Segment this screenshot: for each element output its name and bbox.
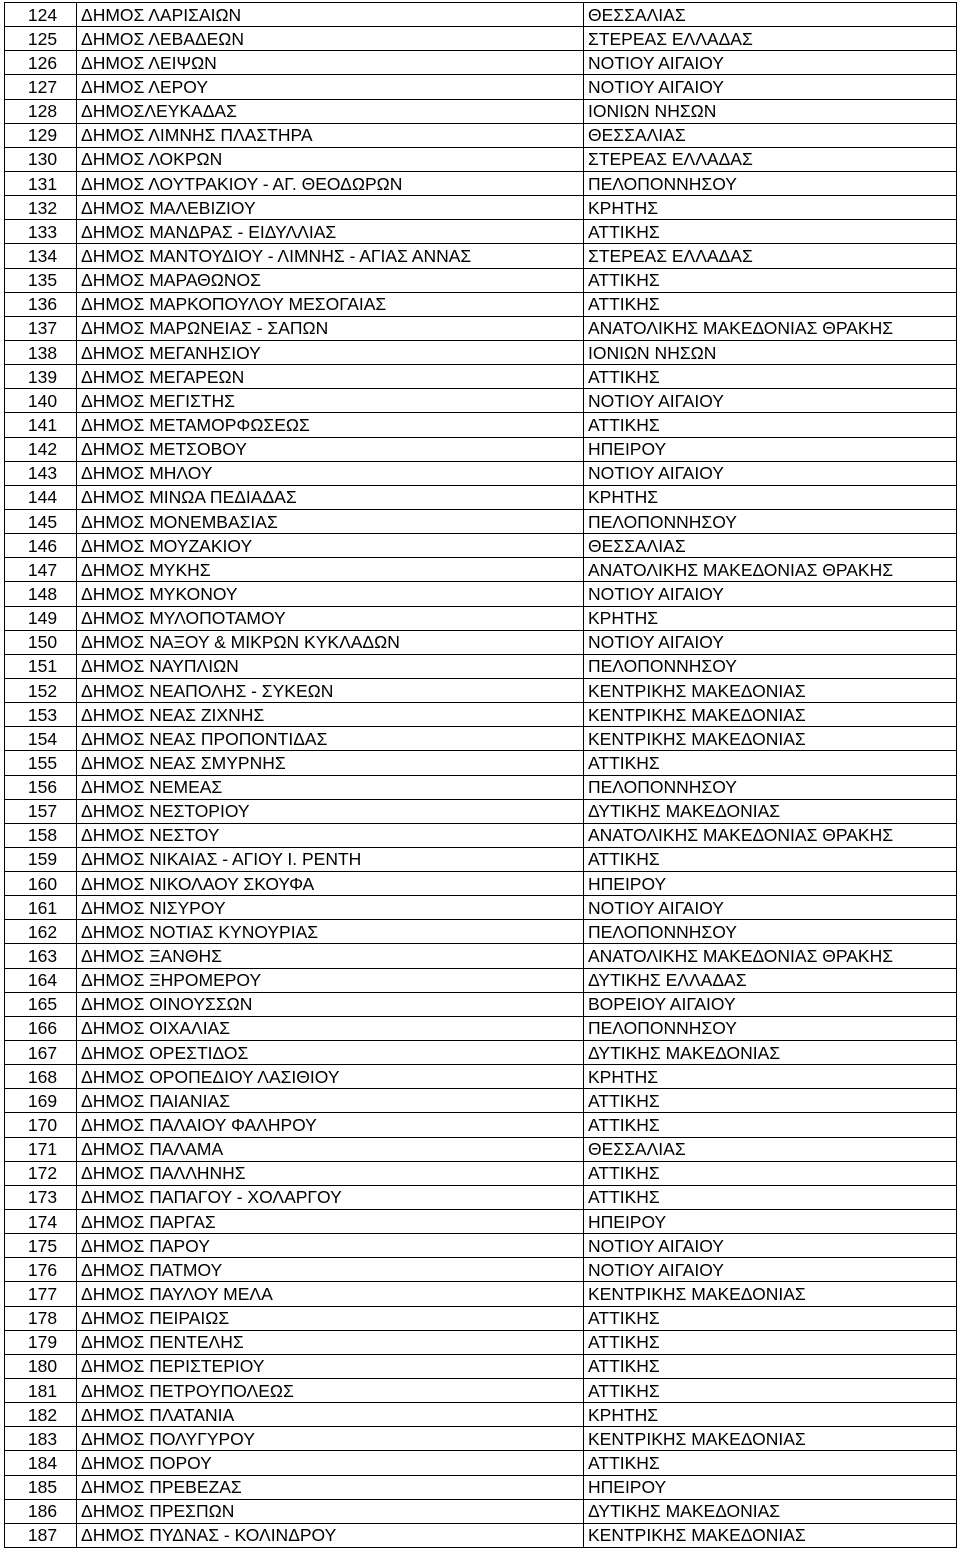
row-number-cell: 143 bbox=[5, 461, 77, 485]
region-name-cell: ΑΤΤΙΚΗΣ bbox=[584, 1161, 957, 1185]
municipality-name-cell: ΔΗΜΟΣ ΛΑΡΙΣΑΙΩΝ bbox=[77, 3, 584, 27]
table-row bbox=[5, 1065, 957, 1089]
table-row bbox=[5, 1403, 957, 1427]
row-number-cell: 173 bbox=[5, 1185, 77, 1209]
region-name-cell: ΝΟΤΙΟΥ ΑΙΓΑΙΟΥ bbox=[584, 896, 957, 920]
municipality-name-cell: ΔΗΜΟΣ ΠΕΡΙΣΤΕΡΙΟΥ bbox=[77, 1354, 584, 1378]
table-row bbox=[5, 437, 957, 461]
row-number-cell: 132 bbox=[5, 196, 77, 220]
row-number-cell: 152 bbox=[5, 678, 77, 702]
row-number-cell: 135 bbox=[5, 268, 77, 292]
row-number-cell: 131 bbox=[5, 171, 77, 195]
table-row bbox=[5, 1161, 957, 1185]
table-row bbox=[5, 1451, 957, 1475]
row-number-cell: 124 bbox=[5, 3, 77, 27]
municipality-name-cell: ΔΗΜΟΣ ΜΑΛΕΒΙΖΙΟΥ bbox=[77, 196, 584, 220]
table-row bbox=[5, 51, 957, 75]
region-name-cell: ΣΤΕΡΕΑΣ ΕΛΛΑΔΑΣ bbox=[584, 147, 957, 171]
region-name-cell: ΠΕΛΟΠΟΝΝΗΣΟΥ bbox=[584, 920, 957, 944]
municipality-name-cell: ΔΗΜΟΣ ΠΟΛΥΓΥΡΟΥ bbox=[77, 1427, 584, 1451]
table-row bbox=[5, 1427, 957, 1451]
table-row bbox=[5, 413, 957, 437]
table-row bbox=[5, 1282, 957, 1306]
region-name-cell: ΑΤΤΙΚΗΣ bbox=[584, 847, 957, 871]
row-number-cell: 148 bbox=[5, 582, 77, 606]
region-name-cell: ΑΤΤΙΚΗΣ bbox=[584, 1330, 957, 1354]
municipality-name-cell: ΔΗΜΟΣ ΝΕΑΣ ΠΡΟΠΟΝΤΙΔΑΣ bbox=[77, 727, 584, 751]
municipality-name-cell: ΔΗΜΟΣ ΠΑΡΓΑΣ bbox=[77, 1210, 584, 1234]
region-name-cell: ΔΥΤΙΚΗΣ ΜΑΚΕΔΟΝΙΑΣ bbox=[584, 799, 957, 823]
row-number-cell: 150 bbox=[5, 630, 77, 654]
table-row bbox=[5, 75, 957, 99]
region-name-cell: ΑΝΑΤΟΛΙΚΗΣ ΜΑΚΕΔΟΝΙΑΣ ΘΡΑΚΗΣ bbox=[584, 316, 957, 340]
table-row bbox=[5, 99, 957, 123]
municipality-name-cell: ΔΗΜΟΣ ΝΕΣΤΟΥ bbox=[77, 823, 584, 847]
region-name-cell: ΑΤΤΙΚΗΣ bbox=[584, 365, 957, 389]
table-row bbox=[5, 1089, 957, 1113]
municipality-name-cell: ΔΗΜΟΣ ΠΑΠΑΓΟΥ - ΧΟΛΑΡΓΟΥ bbox=[77, 1185, 584, 1209]
region-name-cell: ΑΝΑΤΟΛΙΚΗΣ ΜΑΚΕΔΟΝΙΑΣ ΘΡΑΚΗΣ bbox=[584, 823, 957, 847]
region-name-cell: ΝΟΤΙΟΥ ΑΙΓΑΙΟΥ bbox=[584, 582, 957, 606]
table-row bbox=[5, 1306, 957, 1330]
municipality-name-cell: ΔΗΜΟΣ ΜΕΓΑΡΕΩΝ bbox=[77, 365, 584, 389]
region-name-cell: ΚΡΗΤΗΣ bbox=[584, 196, 957, 220]
municipality-name-cell: ΔΗΜΟΣ ΠΟΡΟΥ bbox=[77, 1451, 584, 1475]
region-name-cell: ΚΡΗΤΗΣ bbox=[584, 485, 957, 509]
municipality-name-cell: ΔΗΜΟΣ ΛΕΙΨΩΝ bbox=[77, 51, 584, 75]
row-number-cell: 153 bbox=[5, 703, 77, 727]
table-row bbox=[5, 872, 957, 896]
region-name-cell: ΑΤΤΙΚΗΣ bbox=[584, 292, 957, 316]
row-number-cell: 144 bbox=[5, 485, 77, 509]
municipality-name-cell: ΔΗΜΟΣ ΞΑΝΘΗΣ bbox=[77, 944, 584, 968]
region-name-cell: ΑΤΤΙΚΗΣ bbox=[584, 1354, 957, 1378]
region-name-cell: ΑΤΤΙΚΗΣ bbox=[584, 1113, 957, 1137]
region-name-cell: ΗΠΕΙΡΟΥ bbox=[584, 1475, 957, 1499]
region-name-cell: ΝΟΤΙΟΥ ΑΙΓΑΙΟΥ bbox=[584, 389, 957, 413]
region-name-cell: ΝΟΤΙΟΥ ΑΙΓΑΙΟΥ bbox=[584, 630, 957, 654]
region-name-cell: ΑΤΤΙΚΗΣ bbox=[584, 1451, 957, 1475]
region-name-cell: ΠΕΛΟΠΟΝΝΗΣΟΥ bbox=[584, 1016, 957, 1040]
table-row bbox=[5, 509, 957, 533]
row-number-cell: 175 bbox=[5, 1234, 77, 1258]
table-row bbox=[5, 1330, 957, 1354]
region-name-cell: ΝΟΤΙΟΥ ΑΙΓΑΙΟΥ bbox=[584, 461, 957, 485]
row-number-cell: 165 bbox=[5, 992, 77, 1016]
municipality-name-cell: ΔΗΜΟΣ ΜΗΛΟΥ bbox=[77, 461, 584, 485]
row-number-cell: 161 bbox=[5, 896, 77, 920]
region-name-cell: ΗΠΕΙΡΟΥ bbox=[584, 872, 957, 896]
table-row bbox=[5, 968, 957, 992]
table-row bbox=[5, 799, 957, 823]
row-number-cell: 183 bbox=[5, 1427, 77, 1451]
table-row bbox=[5, 847, 957, 871]
region-name-cell: ΚΡΗΤΗΣ bbox=[584, 606, 957, 630]
municipality-name-cell: ΔΗΜΟΣ ΛΙΜΝΗΣ ΠΛΑΣΤΗΡΑ bbox=[77, 123, 584, 147]
municipality-name-cell: ΔΗΜΟΣ ΝΙΚΟΛΑΟΥ ΣΚΟΥΦΑ bbox=[77, 872, 584, 896]
region-name-cell: ΚΕΝΤΡΙΚΗΣ ΜΑΚΕΔΟΝΙΑΣ bbox=[584, 678, 957, 702]
region-name-cell: ΚΡΗΤΗΣ bbox=[584, 1065, 957, 1089]
row-number-cell: 168 bbox=[5, 1065, 77, 1089]
municipality-name-cell: ΔΗΜΟΣ ΝΙΚΑΙΑΣ - ΑΓΙΟΥ Ι. ΡΕΝΤΗ bbox=[77, 847, 584, 871]
municipality-name-cell: ΔΗΜΟΣ ΝΕΑΣ ΖΙΧΝΗΣ bbox=[77, 703, 584, 727]
row-number-cell: 141 bbox=[5, 413, 77, 437]
region-name-cell: ΚΡΗΤΗΣ bbox=[584, 1403, 957, 1427]
municipality-name-cell: ΔΗΜΟΣ ΠΑΛΑΜΑ bbox=[77, 1137, 584, 1161]
municipality-name-cell: ΔΗΜΟΣ ΠΕΙΡΑΙΩΣ bbox=[77, 1306, 584, 1330]
municipality-name-cell: ΔΗΜΟΣ ΠΡΕΣΠΩΝ bbox=[77, 1499, 584, 1523]
table-row bbox=[5, 582, 957, 606]
row-number-cell: 186 bbox=[5, 1499, 77, 1523]
region-name-cell: ΚΕΝΤΡΙΚΗΣ ΜΑΚΕΔΟΝΙΑΣ bbox=[584, 1523, 957, 1547]
row-number-cell: 169 bbox=[5, 1089, 77, 1113]
region-name-cell: ΝΟΤΙΟΥ ΑΙΓΑΙΟΥ bbox=[584, 1258, 957, 1282]
table-row bbox=[5, 485, 957, 509]
municipality-name-cell: ΔΗΜΟΣ ΟΙΝΟΥΣΣΩΝ bbox=[77, 992, 584, 1016]
table-row bbox=[5, 244, 957, 268]
region-name-cell: ΑΤΤΙΚΗΣ bbox=[584, 220, 957, 244]
table-row bbox=[5, 3, 957, 27]
row-number-cell: 187 bbox=[5, 1523, 77, 1547]
table-row bbox=[5, 123, 957, 147]
row-number-cell: 185 bbox=[5, 1475, 77, 1499]
table-row bbox=[5, 1258, 957, 1282]
table-row bbox=[5, 196, 957, 220]
region-name-cell: ΑΝΑΤΟΛΙΚΗΣ ΜΑΚΕΔΟΝΙΑΣ ΘΡΑΚΗΣ bbox=[584, 944, 957, 968]
row-number-cell: 166 bbox=[5, 1016, 77, 1040]
table-row bbox=[5, 268, 957, 292]
municipality-name-cell: ΔΗΜΟΣ ΠΑΙΑΝΙΑΣ bbox=[77, 1089, 584, 1113]
row-number-cell: 139 bbox=[5, 365, 77, 389]
municipality-name-cell: ΔΗΜΟΣ ΞΗΡΟΜΕΡΟΥ bbox=[77, 968, 584, 992]
region-name-cell: ΚΕΝΤΡΙΚΗΣ ΜΑΚΕΔΟΝΙΑΣ bbox=[584, 703, 957, 727]
municipality-name-cell: ΔΗΜΟΣ ΟΡΕΣΤΙΔΟΣ bbox=[77, 1041, 584, 1065]
region-name-cell: ΗΠΕΙΡΟΥ bbox=[584, 437, 957, 461]
table-row bbox=[5, 1041, 957, 1065]
municipality-name-cell: ΔΗΜΟΣ ΜΑΡΚΟΠΟΥΛΟΥ ΜΕΣΟΓΑΙΑΣ bbox=[77, 292, 584, 316]
municipality-name-cell: ΔΗΜΟΣ ΠΑΡΟΥ bbox=[77, 1234, 584, 1258]
row-number-cell: 159 bbox=[5, 847, 77, 871]
row-number-cell: 180 bbox=[5, 1354, 77, 1378]
municipality-name-cell: ΔΗΜΟΣ ΝΕΣΤΟΡΙΟΥ bbox=[77, 799, 584, 823]
table-row bbox=[5, 220, 957, 244]
row-number-cell: 155 bbox=[5, 751, 77, 775]
region-name-cell: ΠΕΛΟΠΟΝΝΗΣΟΥ bbox=[584, 171, 957, 195]
municipality-name-cell: ΔΗΜΟΣ ΝΕΑΣ ΣΜΥΡΝΗΣ bbox=[77, 751, 584, 775]
table-row bbox=[5, 1137, 957, 1161]
row-number-cell: 149 bbox=[5, 606, 77, 630]
municipality-name-cell: ΔΗΜΟΣ ΜΑΡΩΝΕΙΑΣ - ΣΑΠΩΝ bbox=[77, 316, 584, 340]
table-row bbox=[5, 316, 957, 340]
municipality-name-cell: ΔΗΜΟΣ ΠΕΝΤΕΛΗΣ bbox=[77, 1330, 584, 1354]
municipality-name-cell: ΔΗΜΟΣ ΜΑΝΤΟΥΔΙΟΥ - ΛΙΜΝΗΣ - ΑΓΙΑΣ ΑΝΝΑΣ bbox=[77, 244, 584, 268]
row-number-cell: 134 bbox=[5, 244, 77, 268]
municipality-name-cell: ΔΗΜΟΣ ΠΕΤΡΟΥΠΟΛΕΩΣ bbox=[77, 1379, 584, 1403]
table-row bbox=[5, 27, 957, 51]
row-number-cell: 146 bbox=[5, 534, 77, 558]
table-row bbox=[5, 340, 957, 364]
municipality-name-cell: ΔΗΜΟΣ ΠΡΕΒΕΖΑΣ bbox=[77, 1475, 584, 1499]
municipality-name-cell: ΔΗΜΟΣ ΜΥΚΟΝΟΥ bbox=[77, 582, 584, 606]
region-name-cell: ΒΟΡΕΙΟΥ ΑΙΓΑΙΟΥ bbox=[584, 992, 957, 1016]
row-number-cell: 125 bbox=[5, 27, 77, 51]
municipality-name-cell: ΔΗΜΟΣ ΝΑΞΟΥ & ΜΙΚΡΩΝ ΚΥΚΛΑΔΩΝ bbox=[77, 630, 584, 654]
table-row bbox=[5, 703, 957, 727]
region-name-cell: ΘΕΣΣΑΛΙΑΣ bbox=[584, 123, 957, 147]
row-number-cell: 170 bbox=[5, 1113, 77, 1137]
municipality-name-cell: ΔΗΜΟΣ ΜΕΓΙΣΤΗΣ bbox=[77, 389, 584, 413]
table-row bbox=[5, 534, 957, 558]
row-number-cell: 147 bbox=[5, 558, 77, 582]
region-name-cell: ΔΥΤΙΚΗΣ ΜΑΚΕΔΟΝΙΑΣ bbox=[584, 1041, 957, 1065]
municipality-name-cell: ΔΗΜΟΣ ΜΕΤΣΟΒΟΥ bbox=[77, 437, 584, 461]
table-row bbox=[5, 1016, 957, 1040]
region-name-cell: ΘΕΣΣΑΛΙΑΣ bbox=[584, 534, 957, 558]
row-number-cell: 174 bbox=[5, 1210, 77, 1234]
row-number-cell: 182 bbox=[5, 1403, 77, 1427]
region-name-cell: ΝΟΤΙΟΥ ΑΙΓΑΙΟΥ bbox=[584, 75, 957, 99]
row-number-cell: 171 bbox=[5, 1137, 77, 1161]
municipality-name-cell: ΔΗΜΟΣ ΛΕΒΑΔΕΩΝ bbox=[77, 27, 584, 51]
region-name-cell: ΝΟΤΙΟΥ ΑΙΓΑΙΟΥ bbox=[584, 51, 957, 75]
row-number-cell: 176 bbox=[5, 1258, 77, 1282]
municipality-name-cell: ΔΗΜΟΣ ΠΑΛΛΗΝΗΣ bbox=[77, 1161, 584, 1185]
region-name-cell: ΑΤΤΙΚΗΣ bbox=[584, 268, 957, 292]
municipality-name-cell: ΔΗΜΟΣ ΟΡΟΠΕΔΙΟΥ ΛΑΣΙΘΙΟΥ bbox=[77, 1065, 584, 1089]
region-name-cell: ΑΤΤΙΚΗΣ bbox=[584, 1306, 957, 1330]
table-row bbox=[5, 461, 957, 485]
table-row bbox=[5, 944, 957, 968]
table-row bbox=[5, 606, 957, 630]
region-name-cell: ΠΕΛΟΠΟΝΝΗΣΟΥ bbox=[584, 654, 957, 678]
municipality-name-cell: ΔΗΜΟΣ ΠΑΛΑΙΟΥ ΦΑΛΗΡΟΥ bbox=[77, 1113, 584, 1137]
row-number-cell: 151 bbox=[5, 654, 77, 678]
table-row bbox=[5, 1379, 957, 1403]
table-row bbox=[5, 1475, 957, 1499]
table-row bbox=[5, 678, 957, 702]
region-name-cell: ΑΤΤΙΚΗΣ bbox=[584, 1089, 957, 1113]
municipality-name-cell: ΔΗΜΟΣ ΜΥΛΟΠΟΤΑΜΟΥ bbox=[77, 606, 584, 630]
table-row bbox=[5, 365, 957, 389]
table-row bbox=[5, 389, 957, 413]
municipality-name-cell: ΔΗΜΟΣ ΜΕΤΑΜΟΡΦΩΣΕΩΣ bbox=[77, 413, 584, 437]
municipality-name-cell: ΔΗΜΟΣ ΠΑΤΜΟΥ bbox=[77, 1258, 584, 1282]
table-row bbox=[5, 751, 957, 775]
row-number-cell: 133 bbox=[5, 220, 77, 244]
row-number-cell: 129 bbox=[5, 123, 77, 147]
row-number-cell: 145 bbox=[5, 509, 77, 533]
municipality-name-cell: ΔΗΜΟΣ ΜΕΓΑΝΗΣΙΟΥ bbox=[77, 340, 584, 364]
region-name-cell: ΠΕΛΟΠΟΝΝΗΣΟΥ bbox=[584, 509, 957, 533]
municipality-name-cell: ΔΗΜΟΣ ΟΙΧΑΛΙΑΣ bbox=[77, 1016, 584, 1040]
table-row bbox=[5, 823, 957, 847]
region-name-cell: ΣΤΕΡΕΑΣ ΕΛΛΑΔΑΣ bbox=[584, 27, 957, 51]
row-number-cell: 127 bbox=[5, 75, 77, 99]
table-row bbox=[5, 292, 957, 316]
region-name-cell: ΚΕΝΤΡΙΚΗΣ ΜΑΚΕΔΟΝΙΑΣ bbox=[584, 1282, 957, 1306]
table-row bbox=[5, 1354, 957, 1378]
table-row bbox=[5, 1523, 957, 1547]
municipality-name-cell: ΔΗΜΟΣ ΜΙΝΩΑ ΠΕΔΙΑΔΑΣ bbox=[77, 485, 584, 509]
row-number-cell: 181 bbox=[5, 1379, 77, 1403]
row-number-cell: 177 bbox=[5, 1282, 77, 1306]
region-name-cell: ΑΝΑΤΟΛΙΚΗΣ ΜΑΚΕΔΟΝΙΑΣ ΘΡΑΚΗΣ bbox=[584, 558, 957, 582]
municipality-name-cell: ΔΗΜΟΣ ΜΥΚΗΣ bbox=[77, 558, 584, 582]
municipality-name-cell: ΔΗΜΟΣ ΝΙΣΥΡΟΥ bbox=[77, 896, 584, 920]
row-number-cell: 164 bbox=[5, 968, 77, 992]
region-name-cell: ΔΥΤΙΚΗΣ ΜΑΚΕΔΟΝΙΑΣ bbox=[584, 1499, 957, 1523]
region-name-cell: ΚΕΝΤΡΙΚΗΣ ΜΑΚΕΔΟΝΙΑΣ bbox=[584, 1427, 957, 1451]
region-name-cell: ΙΟΝΙΩΝ ΝΗΣΩΝ bbox=[584, 340, 957, 364]
region-name-cell: ΘΕΣΣΑΛΙΑΣ bbox=[584, 1137, 957, 1161]
row-number-cell: 128 bbox=[5, 99, 77, 123]
municipality-name-cell: ΔΗΜΟΣ ΝΕΑΠΟΛΗΣ - ΣΥΚΕΩΝ bbox=[77, 678, 584, 702]
row-number-cell: 158 bbox=[5, 823, 77, 847]
row-number-cell: 178 bbox=[5, 1306, 77, 1330]
region-name-cell: ΚΕΝΤΡΙΚΗΣ ΜΑΚΕΔΟΝΙΑΣ bbox=[584, 727, 957, 751]
region-name-cell: ΝΟΤΙΟΥ ΑΙΓΑΙΟΥ bbox=[584, 1234, 957, 1258]
municipality-name-cell: ΔΗΜΟΣ ΛΟΚΡΩΝ bbox=[77, 147, 584, 171]
table-row bbox=[5, 896, 957, 920]
row-number-cell: 154 bbox=[5, 727, 77, 751]
row-number-cell: 157 bbox=[5, 799, 77, 823]
region-name-cell: ΑΤΤΙΚΗΣ bbox=[584, 751, 957, 775]
row-number-cell: 130 bbox=[5, 147, 77, 171]
row-number-cell: 162 bbox=[5, 920, 77, 944]
table-row bbox=[5, 992, 957, 1016]
table-row bbox=[5, 920, 957, 944]
region-name-cell: ΑΤΤΙΚΗΣ bbox=[584, 413, 957, 437]
row-number-cell: 184 bbox=[5, 1451, 77, 1475]
municipality-table bbox=[4, 2, 957, 1548]
municipality-name-cell: ΔΗΜΟΣ ΠΑΥΛΟΥ ΜΕΛΑ bbox=[77, 1282, 584, 1306]
row-number-cell: 163 bbox=[5, 944, 77, 968]
region-name-cell: ΠΕΛΟΠΟΝΝΗΣΟΥ bbox=[584, 775, 957, 799]
row-number-cell: 138 bbox=[5, 340, 77, 364]
municipality-name-cell: ΔΗΜΟΣ ΛΟΥΤΡΑΚΙΟΥ - ΑΓ. ΘΕΟΔΩΡΩΝ bbox=[77, 171, 584, 195]
table-body bbox=[5, 3, 957, 1548]
municipality-name-cell: ΔΗΜΟΣ ΜΟΥΖΑΚΙΟΥ bbox=[77, 534, 584, 558]
row-number-cell: 137 bbox=[5, 316, 77, 340]
table-row bbox=[5, 1499, 957, 1523]
row-number-cell: 167 bbox=[5, 1041, 77, 1065]
table-row bbox=[5, 1234, 957, 1258]
region-name-cell: ΙΟΝΙΩΝ ΝΗΣΩΝ bbox=[584, 99, 957, 123]
region-name-cell: ΑΤΤΙΚΗΣ bbox=[584, 1185, 957, 1209]
region-name-cell: ΑΤΤΙΚΗΣ bbox=[584, 1379, 957, 1403]
municipality-name-cell: ΔΗΜΟΣ ΠΥΔΝΑΣ - ΚΟΛΙΝΔΡΟΥ bbox=[77, 1523, 584, 1547]
row-number-cell: 156 bbox=[5, 775, 77, 799]
region-name-cell: ΗΠΕΙΡΟΥ bbox=[584, 1210, 957, 1234]
row-number-cell: 142 bbox=[5, 437, 77, 461]
table-row bbox=[5, 558, 957, 582]
municipality-name-cell: ΔΗΜΟΣΛΕΥΚΑΔΑΣ bbox=[77, 99, 584, 123]
table-row bbox=[5, 1113, 957, 1137]
region-name-cell: ΔΥΤΙΚΗΣ ΕΛΛΑΔΑΣ bbox=[584, 968, 957, 992]
municipality-name-cell: ΔΗΜΟΣ ΜΟΝΕΜΒΑΣΙΑΣ bbox=[77, 509, 584, 533]
table-row bbox=[5, 630, 957, 654]
table-row bbox=[5, 654, 957, 678]
municipality-name-cell: ΔΗΜΟΣ ΝΟΤΙΑΣ ΚΥΝΟΥΡΙΑΣ bbox=[77, 920, 584, 944]
municipality-name-cell: ΔΗΜΟΣ ΛΕΡΟΥ bbox=[77, 75, 584, 99]
municipality-name-cell: ΔΗΜΟΣ ΠΛΑΤΑΝΙΑ bbox=[77, 1403, 584, 1427]
row-number-cell: 140 bbox=[5, 389, 77, 413]
row-number-cell: 172 bbox=[5, 1161, 77, 1185]
table-row bbox=[5, 171, 957, 195]
row-number-cell: 126 bbox=[5, 51, 77, 75]
table-row bbox=[5, 1210, 957, 1234]
municipality-name-cell: ΔΗΜΟΣ ΝΕΜΕΑΣ bbox=[77, 775, 584, 799]
municipality-name-cell: ΔΗΜΟΣ ΝΑΥΠΛΙΩΝ bbox=[77, 654, 584, 678]
row-number-cell: 179 bbox=[5, 1330, 77, 1354]
row-number-cell: 136 bbox=[5, 292, 77, 316]
region-name-cell: ΘΕΣΣΑΛΙΑΣ bbox=[584, 3, 957, 27]
table-row bbox=[5, 727, 957, 751]
region-name-cell: ΣΤΕΡΕΑΣ ΕΛΛΑΔΑΣ bbox=[584, 244, 957, 268]
municipality-name-cell: ΔΗΜΟΣ ΜΑΡΑΘΩΝΟΣ bbox=[77, 268, 584, 292]
table-row bbox=[5, 1185, 957, 1209]
municipality-name-cell: ΔΗΜΟΣ ΜΑΝΔΡΑΣ - ΕΙΔΥΛΛΙΑΣ bbox=[77, 220, 584, 244]
table-row bbox=[5, 775, 957, 799]
row-number-cell: 160 bbox=[5, 872, 77, 896]
table-row bbox=[5, 147, 957, 171]
